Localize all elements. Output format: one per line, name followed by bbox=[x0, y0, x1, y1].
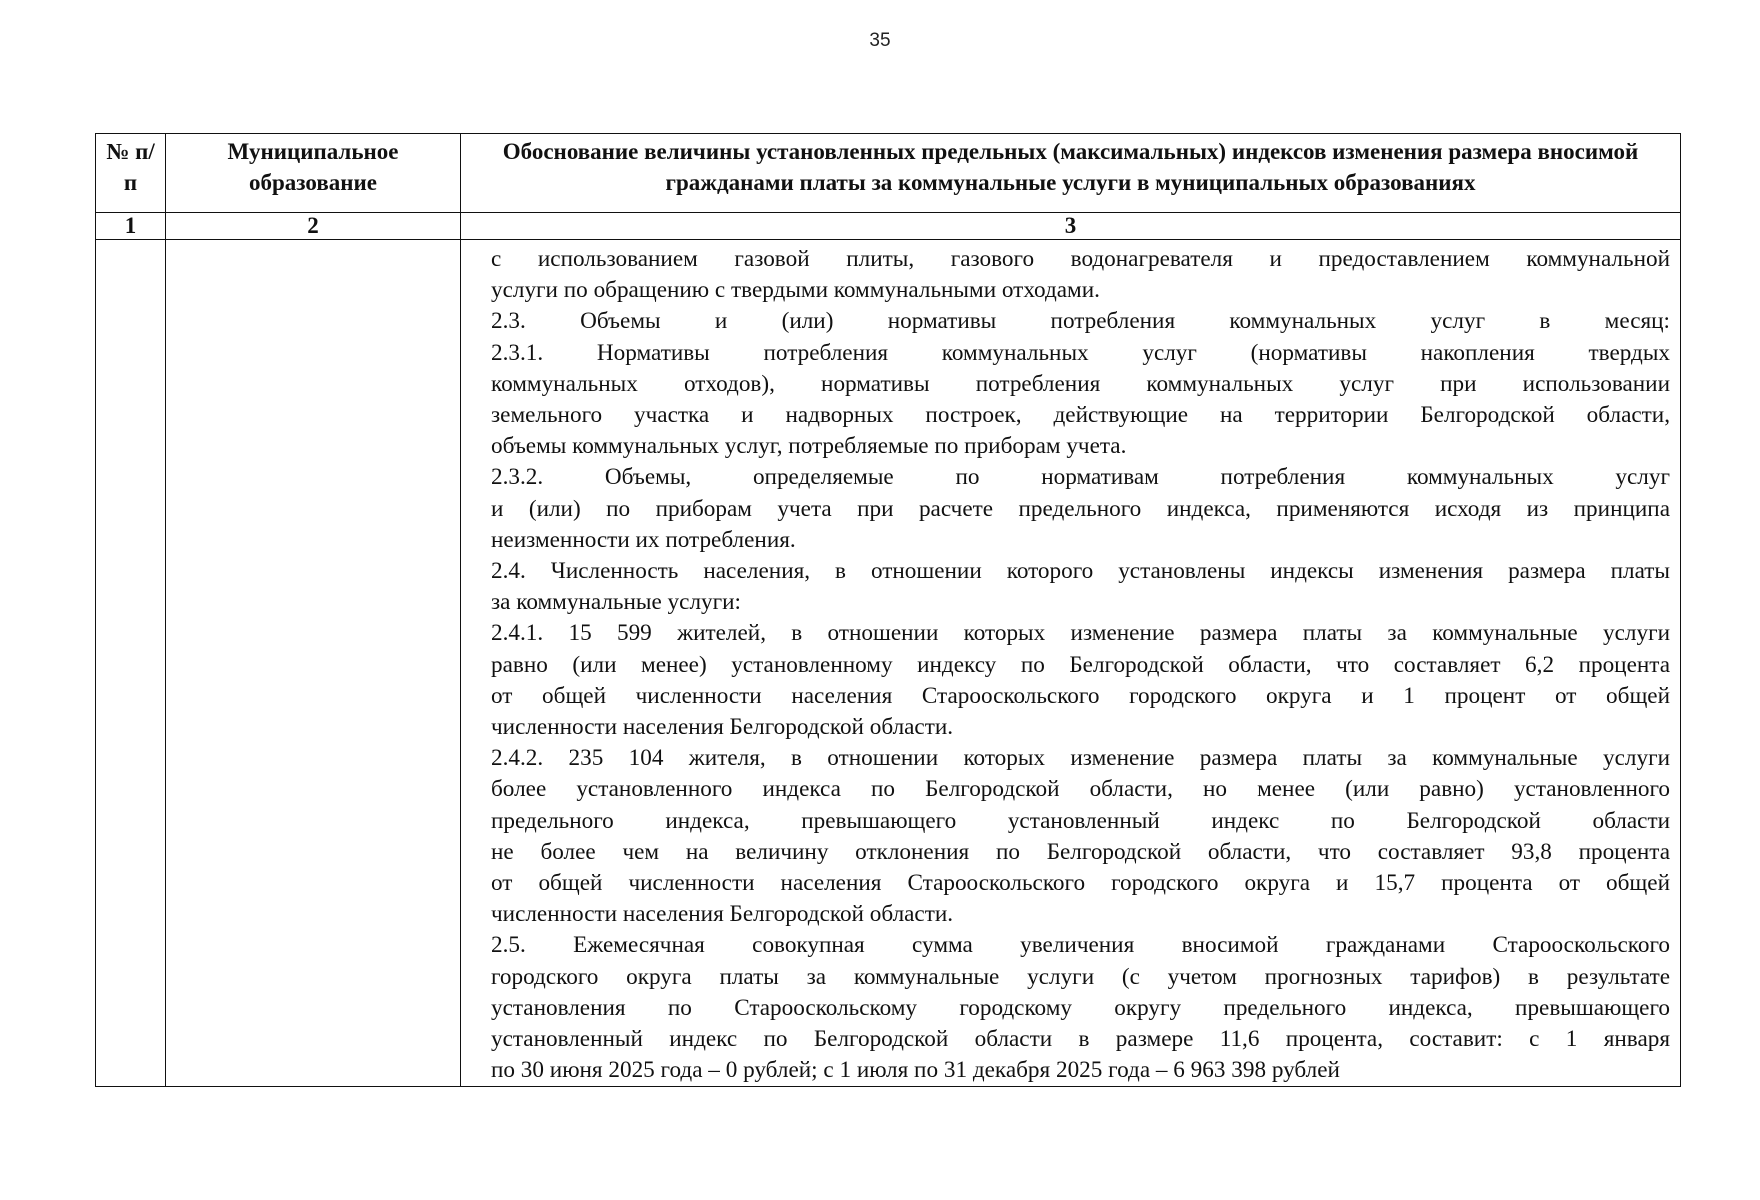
text-line: коммунальных отходов), нормативы потребления коммунальных услуг при использовании bbox=[491, 370, 1670, 397]
column-number-row bbox=[96, 213, 1681, 240]
column-number-2: 2 bbox=[166, 213, 461, 240]
column-number-3: 3 bbox=[461, 213, 1681, 240]
text-line: равно (или менее) установленному индексу по Белгородской области, что составляет 6,2 процента bbox=[491, 651, 1670, 678]
text-line: не более чем на величину отклонения по Белгородской области, что составляет 93,8 процента bbox=[491, 838, 1670, 865]
text-line: численности населения Белгородской области. bbox=[491, 714, 954, 741]
text-line: 2.3.1. Нормативы потребления коммунальных услуг (нормативы накопления твердых bbox=[491, 339, 1670, 366]
text-line: по 30 июня 2025 года – 0 рублей; с 1 июля по 31 декабря 2025 года – 6 963 398 рублей bbox=[491, 1057, 1340, 1084]
text-line: городского округа платы за коммунальные услуги (с учетом прогнозных тарифов) в результате bbox=[491, 963, 1670, 990]
text-line: предельного индекса, превышающего установленный индекс по Белгородской области bbox=[491, 807, 1670, 834]
text-line: 2.4. Численность населения, в отношении которого установлены индексы изменения размера платы bbox=[491, 558, 1670, 585]
text-line: 2.4.2. 235 104 жителя, в отношении которых изменение размера платы за коммунальные услуги bbox=[491, 745, 1670, 772]
text-line: услуги по обращению с твердыми коммунальными отходами. bbox=[491, 277, 1100, 304]
text-line: 2.3. Объемы и (или) нормативы потребления коммунальных услуг в месяц: bbox=[491, 308, 1670, 335]
text-line: и (или) по приборам учета при расчете предельного индекса, применяются исходя из принципа bbox=[491, 495, 1670, 522]
header-municipality: Муниципальное образование bbox=[166, 134, 461, 213]
header-row bbox=[96, 134, 1681, 213]
text-line: объемы коммунальных услуг, потребляемые по приборам учета. bbox=[491, 433, 1127, 460]
text-line: от общей численности населения Старооскольского городского округа и 15,7 процента от общей bbox=[491, 870, 1670, 897]
row-municipality-cell bbox=[166, 240, 461, 1087]
text-line: 2.5. Ежемесячная совокупная сумма увеличения вносимой гражданами Старооскольского bbox=[491, 932, 1670, 959]
text-line: земельного участка и надворных построек, действующие на территории Белгородской области, bbox=[491, 402, 1670, 429]
text-line: установления по Старооскольскому городскому округу предельного индекса, превышающего bbox=[491, 994, 1670, 1021]
text-line: за коммунальные услуги: bbox=[491, 589, 741, 616]
text-line: численности населения Белгородской области. bbox=[491, 901, 954, 928]
column-number-1: 1 bbox=[96, 213, 166, 240]
text-line: установленный индекс по Белгородской области в размере 11,6 процента, составит: с 1 января bbox=[491, 1026, 1670, 1053]
text-line: более установленного индекса по Белгородской области, но менее (или равно) установленного bbox=[491, 776, 1670, 803]
row-num-cell bbox=[96, 240, 166, 1087]
text-line: 2.3.2. Объемы, определяемые по нормативам потребления коммунальных услуг bbox=[491, 464, 1670, 491]
header-justification: Обоснование величины установленных предельных (максимальных) индексов изменения размера вносимой гражданами платы за коммунальные услуги в муниципальных образованиях bbox=[461, 134, 1681, 213]
page-number: 35 bbox=[869, 30, 891, 51]
text-line: неизменности их потребления. bbox=[491, 526, 796, 553]
row-justification-cell bbox=[461, 240, 1681, 1087]
text-line: 2.4.1. 15 599 жителей, в отношении которых изменение размера платы за коммунальные услуги bbox=[491, 620, 1670, 647]
justification-table bbox=[95, 133, 1681, 1087]
header-num: № п/п bbox=[96, 134, 166, 213]
text-line: от общей численности населения Старооскольского городского округа и 1 процент от общей bbox=[491, 682, 1670, 709]
text-line: с использованием газовой плиты, газового водонагревателя и предоставлением коммунальной bbox=[491, 246, 1670, 272]
table-row bbox=[96, 240, 1681, 1087]
